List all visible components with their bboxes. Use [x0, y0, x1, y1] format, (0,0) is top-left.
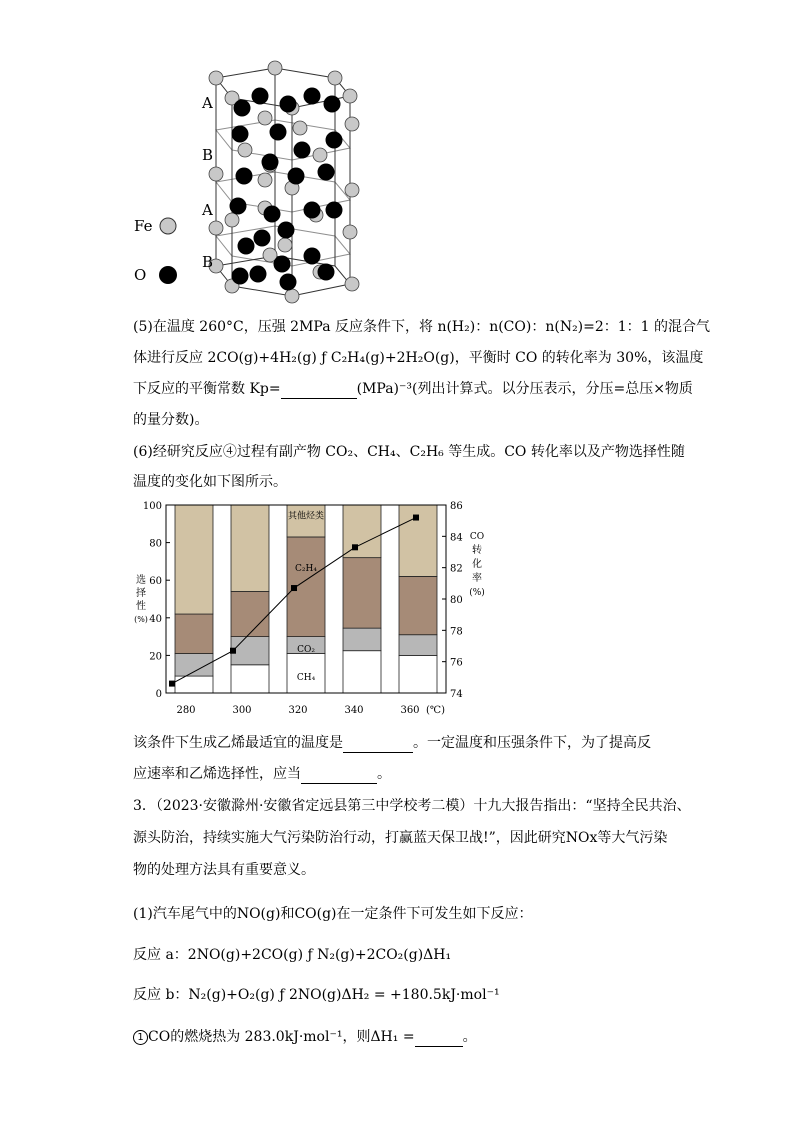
- o-atom: [234, 100, 251, 117]
- bar-segment-其他烃类: [343, 505, 381, 558]
- reaction-a: 反应 a：2NO(g)+2CO(g) ƒ N₂(g)+2CO₂(g)ΔH₁: [133, 947, 452, 963]
- bar-segment-C₂H₄: [231, 591, 269, 636]
- left-tick-label: 100: [142, 501, 162, 512]
- o-atom: [270, 124, 287, 141]
- right-axis-label-char: CO: [469, 532, 485, 542]
- o-atom: [230, 198, 247, 215]
- o-atom: [304, 202, 321, 219]
- in-bar-label: 其他烃类: [287, 511, 325, 522]
- x-tick-label: 360: [400, 705, 420, 716]
- fe-atom: [209, 167, 223, 181]
- o-atom: [304, 248, 321, 265]
- method-answer-blank: [301, 765, 377, 784]
- o-atom: [324, 96, 341, 113]
- legend-o-label: O: [134, 266, 147, 284]
- o-atom: [262, 154, 279, 171]
- o-atom: [238, 238, 255, 255]
- o-atom: [318, 164, 335, 181]
- selectivity-conversion-chart: [128, 495, 498, 720]
- bar-segment-CH₄: [231, 665, 269, 693]
- x-tick-label: 280: [176, 705, 196, 716]
- in-bar-label: C₂H₄: [295, 564, 317, 575]
- right-tick-label: 84: [450, 532, 463, 544]
- layer-label-b1: B: [202, 146, 214, 164]
- o-atom: [288, 168, 305, 185]
- o-atom: [280, 96, 297, 113]
- left-tick-label: 20: [149, 651, 162, 663]
- o-atom: [264, 206, 281, 223]
- answer-line1-start: 该条件下生成乙烯最适宜的温度是: [133, 735, 343, 751]
- co-conversion-point: [352, 544, 358, 550]
- o-atom: [236, 168, 253, 185]
- fe-atom: [258, 173, 272, 187]
- o-atom: [280, 274, 297, 291]
- o-atom: [294, 142, 311, 159]
- reaction-b: 反应 b：N₂(g)+O₂(g) ƒ 2NO(g)ΔH₂ = +180.5kJ·mol⁻¹: [133, 987, 500, 1003]
- in-bar-label: CO₂: [297, 644, 315, 655]
- bar-segment-其他烃类: [175, 505, 213, 614]
- dh1-answer-blank: [415, 1028, 463, 1047]
- fe-atom: [278, 238, 292, 252]
- o-atom: [304, 88, 321, 105]
- circled-number-1: 1: [133, 1030, 148, 1045]
- left-tick-label: 80: [149, 538, 162, 550]
- right-axis-label-char: (%): [469, 588, 485, 598]
- right-tick-label: 86: [450, 501, 463, 512]
- left-axis-label-char: 选: [136, 575, 146, 586]
- layer-label-b2: B: [202, 253, 214, 271]
- right-tick-label: 78: [450, 626, 463, 638]
- fe-atom: [209, 221, 223, 235]
- in-bar-label: CH₄: [296, 673, 316, 684]
- bar-segment-CO₂: [399, 635, 437, 656]
- left-axis-label-char: 性: [136, 601, 146, 612]
- fe-atom: [343, 89, 357, 103]
- left-tick-label: 40: [149, 613, 162, 625]
- co-conversion-point: [413, 515, 419, 521]
- right-tick-label: 80: [450, 595, 463, 606]
- right-tick-label: 82: [450, 563, 463, 575]
- bar-segment-CH₄: [343, 651, 381, 693]
- bar-segment-CH₄: [399, 655, 437, 693]
- bar-segment-其他烃类: [231, 505, 269, 591]
- o-atom: [274, 256, 291, 273]
- kp-answer-blank: [281, 380, 357, 399]
- right-axis-label-char: 率: [472, 573, 482, 584]
- legend-o-atom: [159, 266, 177, 284]
- p5-line1: (5)在温度 260°C，压强 2MPa 反应条件下，将 n(H₂)：n(CO)：n(N₂)=2：1：1 的混合气: [133, 319, 711, 335]
- q3-line3: 物的处理方法具有重要意义。: [133, 862, 315, 878]
- answer-line2: [133, 765, 391, 784]
- co-conversion-point: [291, 585, 297, 591]
- fe-atom: [209, 71, 223, 85]
- right-axis-label-char: 转: [472, 545, 482, 556]
- fe-atom: [258, 111, 272, 125]
- temperature-answer-blank: [343, 734, 413, 753]
- co-conversion-point: [230, 648, 236, 654]
- p6-line2: 温度的变化如下图所示。: [133, 474, 287, 490]
- fe-atom: [313, 148, 327, 162]
- left-tick-label: 0: [155, 689, 162, 700]
- fe-atom: [345, 277, 359, 291]
- right-tick-label: 74: [450, 689, 463, 700]
- bar-segment-C₂H₄: [343, 558, 381, 629]
- p6-line1: (6)经研究反应④过程有副产物 CO₂、CH₄、C₂H₆ 等生成。CO 转化率以及产物选择性随: [133, 444, 685, 460]
- left-axis-label-char: (%): [134, 615, 148, 624]
- x-unit-label: (℃): [426, 705, 445, 716]
- answer-line2-end: 。: [377, 766, 391, 782]
- p5-line3-end: (MPa)⁻³(列出计算式。以分压表示，分压=总压×物质: [356, 381, 693, 397]
- legend-fe-atom: [160, 218, 176, 234]
- q3-subq1: [133, 1028, 477, 1047]
- layer-label-a2: A: [202, 201, 213, 219]
- o-atom: [232, 126, 249, 143]
- o-atom: [326, 132, 343, 149]
- o-atom: [318, 264, 335, 281]
- bar-segment-CO₂: [231, 637, 269, 665]
- right-tick-label: 76: [450, 657, 463, 669]
- left-axis-label-char: 择: [136, 588, 146, 599]
- fe-atom: [328, 71, 342, 85]
- x-tick-label: 320: [288, 705, 308, 716]
- fe-atom: [343, 225, 357, 239]
- fe-atom: [293, 121, 307, 135]
- right-axis-label-char: 化: [472, 559, 482, 570]
- subq1-text: CO的燃烧热为 283.0kJ·mol⁻¹，则ΔH₁ =: [148, 1029, 415, 1045]
- left-tick-label: 60: [149, 576, 162, 588]
- subq1-end: 。: [462, 1029, 477, 1045]
- bar-segment-CO₂: [343, 628, 381, 651]
- o-atom: [254, 230, 271, 247]
- bar-segment-C₂H₄: [399, 576, 437, 634]
- o-atom: [326, 202, 343, 219]
- legend-fe-label: Fe: [134, 217, 153, 235]
- q3-line1: 3．（2023·安徽滁州·安徽省定远县第三中学校考二模）十九大报告指出：“坚持全民共治、: [133, 798, 691, 814]
- co-conversion-point: [169, 681, 175, 687]
- x-tick-label: 300: [232, 705, 252, 716]
- q3-part1: (1)汽车尾气中的NO(g)和CO(g)在一定条件下可发生如下反应：: [133, 906, 533, 922]
- o-atom: [278, 222, 295, 239]
- fe-atom: [268, 61, 282, 75]
- o-atom: [252, 88, 269, 105]
- p5-line4: 的量分数)。: [133, 412, 209, 428]
- fe-atom: [345, 183, 359, 197]
- fe-atom: [238, 143, 252, 157]
- answer-line2-start: 应速率和乙烯选择性，应当: [133, 766, 301, 782]
- p5-line3-start: 下反应的平衡常数 Kp=: [133, 381, 281, 397]
- p5-line2: 体进行反应 2CO(g)+4H₂(g) ƒ C₂H₄(g)+2H₂O(g)，平衡时 CO 的转化率为 30%，该温度: [133, 350, 704, 366]
- fe-atom: [285, 289, 299, 303]
- answer-line1-end: 。一定温度和压强条件下，为了提高反: [413, 735, 651, 751]
- crystal-structure-figure: [120, 60, 380, 310]
- p5-line3: [133, 380, 693, 399]
- x-tick-label: 340: [344, 705, 364, 716]
- answer-line1: [133, 734, 651, 753]
- bar-segment-C₂H₄: [175, 614, 213, 653]
- fe-atom: [225, 213, 239, 227]
- layer-label-a1: A: [202, 94, 213, 112]
- fe-atom: [345, 117, 359, 131]
- q3-line2: 源头防治，持续实施大气污染防治行动，打赢蓝天保卫战!”，因此研究NOx等大气污染: [133, 830, 668, 846]
- o-atom: [232, 268, 249, 285]
- o-atom: [250, 266, 267, 283]
